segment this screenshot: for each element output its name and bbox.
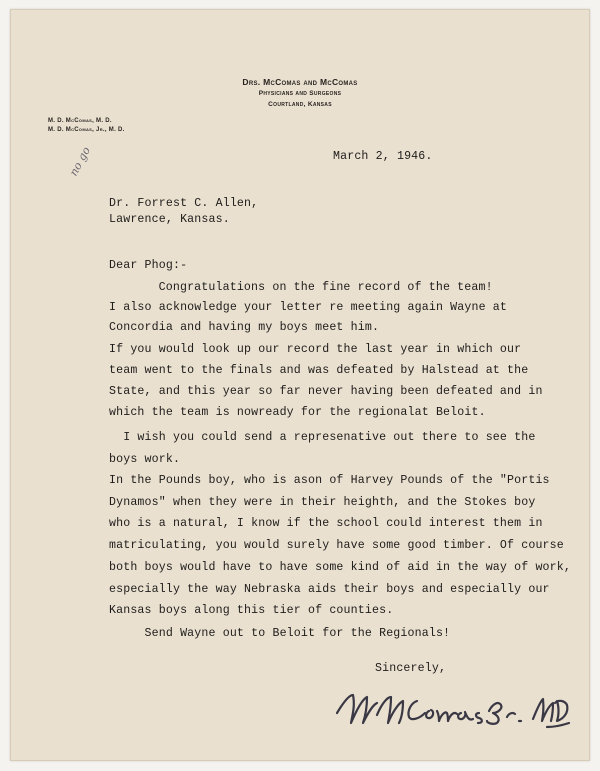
salutation: Dear Phog:- xyxy=(109,259,188,272)
letterhead-firm: Drs. McComas and McComas xyxy=(242,77,358,87)
recipient-line: Lawrence, Kansas. xyxy=(109,213,230,226)
body-line: Kansas boys along this tier of counties. xyxy=(109,604,394,617)
closing: Sincerely, xyxy=(375,662,447,675)
body-line: especially the way Nebraska aids their boys and especially our xyxy=(109,583,550,596)
handwritten-signature xyxy=(333,683,573,733)
recipient-line: Dr. Forrest C. Allen, xyxy=(109,197,259,210)
letter-date: March 2, 1946. xyxy=(333,150,433,163)
letterhead-doctor: M. D. McComas, Jr., M. D. xyxy=(48,127,125,133)
body-line: Dynamos" when they were in their heighth, and the Stokes boy xyxy=(109,496,536,509)
body-line: boys work. xyxy=(109,453,181,466)
letterhead-doctor: M. D. McComas, M. D. xyxy=(48,118,112,124)
body-line: matriculating, you would surely have some good timber. Of course xyxy=(109,539,564,552)
body-line: Concordia and having my boys meet him. xyxy=(109,321,380,334)
letterhead-location: Courtland, Kansas xyxy=(268,101,332,108)
body-line: In the Pounds boy, who is ason of Harvey Pounds of the "Portis xyxy=(109,474,550,487)
body-line: Send Wayne out to Beloit for the Regionals! xyxy=(109,627,451,640)
body-line: who is a natural, I know if the school could interest them in xyxy=(109,517,543,530)
body-line: I wish you could send a represenative out there to see the xyxy=(109,431,536,444)
body-line: Congratulations on the fine record of the team! xyxy=(116,281,493,294)
body-line: If you would look up our record the last year in which our xyxy=(109,343,522,356)
handwritten-note: no go xyxy=(67,144,93,179)
body-line: both boys would have to have some kind of aid in the way of work, xyxy=(109,561,571,574)
letterhead-profession: Physicians and Surgeons xyxy=(258,90,342,97)
body-line: team went to the finals and was defeated by Halstead at the xyxy=(109,364,529,377)
body-line: I also acknowledge your letter re meeting again Wayne at xyxy=(109,301,508,314)
body-line: which the team is nowready for the regionalat Beloit. xyxy=(109,406,486,419)
body-line: State, and this year so far never having been defeated and in xyxy=(109,385,543,398)
